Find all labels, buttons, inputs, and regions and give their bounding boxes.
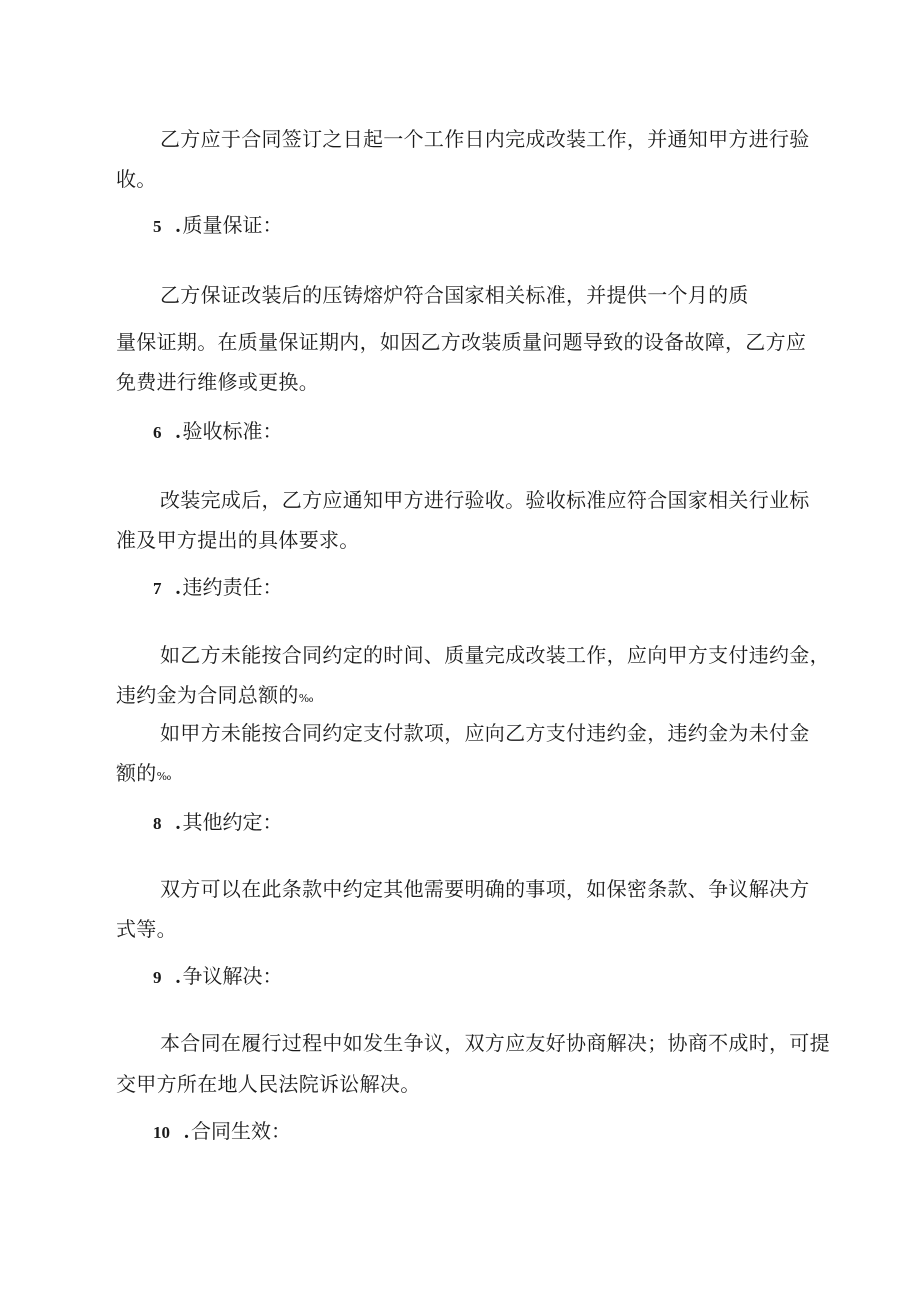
line-text: 额的 (116, 761, 157, 785)
heading-dot: . (175, 577, 181, 599)
paragraph-line: 如乙方未能按合同约定的时间、质量完成改装工作，应向甲方支付违约金， (160, 643, 830, 667)
section-number: 8 (153, 814, 162, 833)
section-heading-5 (153, 213, 283, 239)
paragraph-line: 双方可以在此条款中约定其他需要明确的事项，如保密条款、争议解决方 (160, 877, 810, 901)
section-number: 10 (153, 1123, 170, 1142)
section-number: 9 (153, 968, 162, 987)
section-number: 7 (153, 579, 162, 598)
section-heading-6 (153, 419, 283, 445)
heading-dot: . (175, 812, 181, 834)
paragraph-line: 乙方保证改装后的压铸熔炉符合国家相关标准，并提供一个月的质 (160, 283, 749, 307)
section-heading-8 (153, 810, 283, 836)
paragraph-line: 改装完成后，乙方应通知甲方进行验收。验收标准应符合国家相关行业标 (160, 488, 810, 512)
section-heading-7 (153, 575, 283, 601)
section-title: 合同生效： (191, 1119, 291, 1143)
paragraph-line: 准及甲方提出的具体要求。 (116, 528, 360, 552)
paragraph-line: 收。 (116, 167, 157, 191)
paragraph-line: 式等。 (116, 917, 177, 941)
section-title: 验收标准： (182, 419, 283, 443)
paragraph-line: 如甲方未能按合同约定支付款项，应向乙方支付违约金，违约金为未付金 (160, 721, 810, 745)
permille-sign: ‰ (156, 770, 172, 783)
section-title: 质量保证： (182, 213, 283, 237)
heading-dot: . (175, 215, 181, 237)
heading-dot: . (184, 1121, 189, 1143)
section-title: 争议解决： (182, 964, 283, 988)
paragraph-line (116, 683, 313, 711)
section-heading-9 (153, 964, 283, 990)
paragraph-line: 免费进行维修或更换。 (116, 370, 319, 394)
paragraph-line: 量保证期。在质量保证期内，如因乙方改装质量问题导致的设备故障，乙方应 (116, 330, 807, 354)
paragraph-line (116, 761, 171, 789)
section-heading-10 (153, 1119, 291, 1145)
line-text: 违约金为合同总额的 (116, 683, 299, 707)
heading-dot: . (175, 421, 181, 443)
section-title: 违约责任： (182, 575, 283, 599)
permille-sign: ‰ (298, 692, 314, 705)
section-title: 其他约定： (182, 810, 283, 834)
heading-dot: . (175, 966, 181, 988)
section-number: 5 (153, 217, 162, 236)
paragraph-line: 交甲方所在地人民法院诉讼解决。 (116, 1072, 421, 1096)
section-number: 6 (153, 423, 162, 442)
paragraph-line: 乙方应于合同签订之日起一个工作日内完成改装工作，并通知甲方进行验 (160, 127, 810, 151)
paragraph-line: 本合同在履行过程中如发生争议，双方应友好协商解决；协商不成时，可提 (160, 1031, 830, 1055)
